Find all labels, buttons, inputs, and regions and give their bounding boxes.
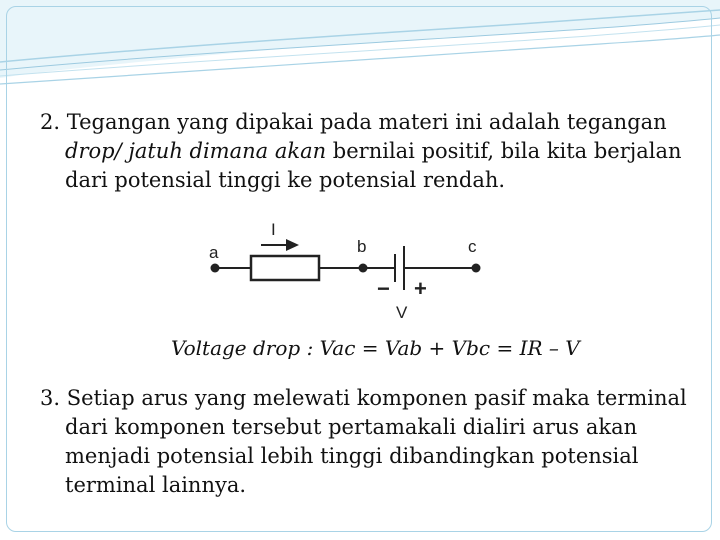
resistor xyxy=(251,256,319,280)
node-b xyxy=(359,264,368,273)
point-2-text-end: bernilai positif, bila kita berjalan dari potensial tinggi ke potensial rendah. xyxy=(65,139,682,192)
node-c xyxy=(472,264,481,273)
label-b: b xyxy=(357,237,367,256)
label-current: I xyxy=(271,220,276,239)
label-plus: + xyxy=(414,276,427,301)
equation: Voltage drop : Vac = Vab + Vbc = IR – V xyxy=(171,336,580,360)
label-minus: − xyxy=(377,276,390,301)
point-2-paragraph xyxy=(40,108,715,195)
label-voltage: V xyxy=(396,303,408,322)
label-a: a xyxy=(209,243,219,262)
circuit-diagram xyxy=(185,216,485,328)
point-2-text: 2. Tegangan yang dipakai pada materi ini adalah tegangan xyxy=(40,110,667,134)
point-2-italic: drop/ jatuh dimana akan xyxy=(65,139,327,163)
label-c: c xyxy=(468,237,477,256)
node-a xyxy=(211,264,220,273)
point-3-paragraph: 3. Setiap arus yang melewati komponen pasif maka terminal dari komponen tersebut pertamakali dialiri arus akan menjadi potensial lebih tinggi dibandingkan potensial terminal lainnya. xyxy=(40,386,687,497)
